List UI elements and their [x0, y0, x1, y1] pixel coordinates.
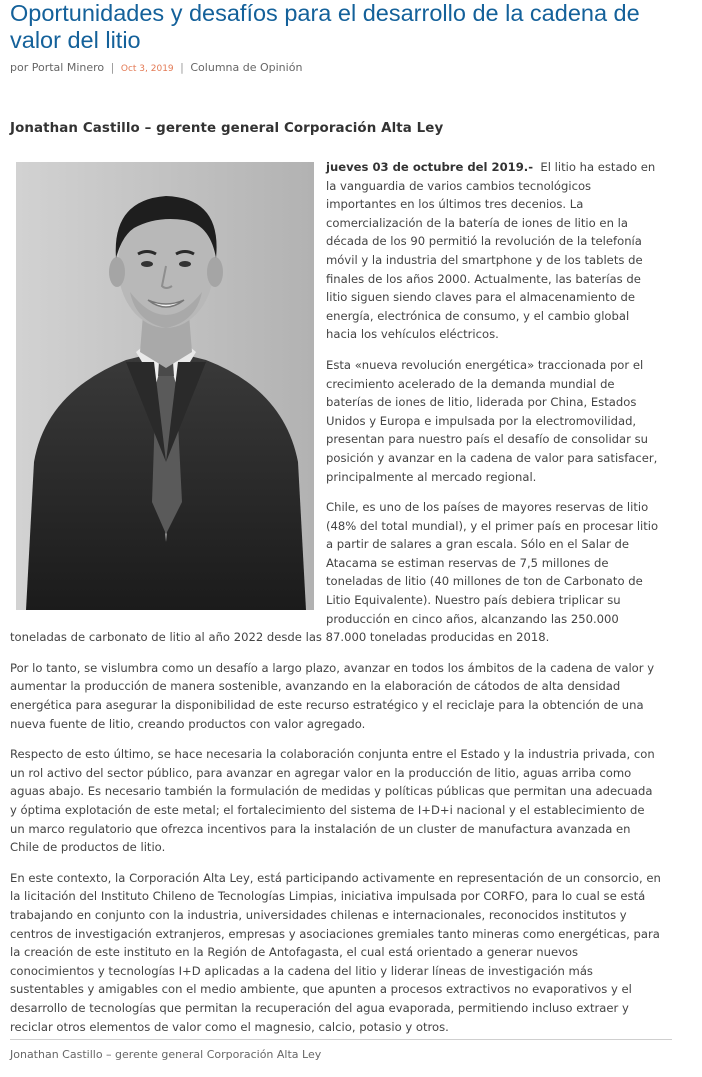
article-body	[10, 158, 662, 1048]
paragraph-2: Esta «nueva revolución energética» traccionada por el crecimiento acelerado de la demanda mundial de baterías de iones de litio, liderada por China, Estados Unidos y Europa e impulsada por la electromovilidad, presentan para nuestro país el desafío de consolidar su posición y avanzar en la cadena de valor para satisfacer, principalmente al mercado regional.	[326, 357, 658, 484]
paragraph-5: Respecto de esto último, se hace necesaria la colaboración conjunta entre el Estado y la industria privada, con un rol activo del sector público, para avanzar en agregar valor en la producción de litio, aguas arriba como aguas abajo. Es necesario también la formulación de medidas y políticas públicas que permitan una adecuada y óptima explotación de este metal; el fortalecimiento del sistema de I+D+i nacional y el establecimiento de un marco regulatorio que ofrezca incentivos para la instalación de un cluster de manufactura avanzada en Chile de productos de litio.	[10, 747, 655, 855]
paragraph-1-text: El litio ha estado en la vanguardia de varios cambios tecnológicos importantes en los últimos tres decenios. La comercialización de la batería de iones de litio en la década de los 90 permitió la revolución de la telefonía móvil y la industria del smartphone y de los tablets de finales de los años 2000. Actualmente, las baterías de litio siguen siendo claves para el almacenamiento de energía, electrónica de consumo, y el cambio global hacia los vehículos eléctricos.	[326, 160, 656, 342]
meta-by: por	[10, 61, 29, 74]
author-link[interactable]: Portal Minero	[31, 61, 105, 74]
paragraph-4: Por lo tanto, se vislumbra como un desafío a largo plazo, avanzar en todos los ámbitos de la cadena de valor y aumentar la producción de manera sostenible, avanzando en la elaboración de cátodos de alta densidad energética para asegurar la disponibilidad de este recurso estratégico y el reciclaje para la obtención de una nueva fuente de litio, creando productos con valor agregado.	[10, 660, 655, 731]
publish-date: Oct 3, 2019	[120, 64, 174, 74]
meta-separator: |	[180, 61, 184, 74]
article-title: Oportunidades y desafíos para el desarrollo de la cadena de valor del litio	[10, 0, 640, 53]
article-meta	[10, 61, 302, 74]
meta-separator: |	[110, 61, 115, 74]
caption-divider	[10, 1039, 672, 1040]
category-link[interactable]: Columna de Opinión	[190, 61, 303, 74]
photo-spacer	[10, 160, 314, 612]
photo-caption: Jonathan Castillo – gerente general Corporación Alta Ley	[10, 1048, 322, 1061]
paragraph-6: En este contexto, la Corporación Alta Ley, está participando activamente en representación de un consorcio, en la licitación del Instituto Chileno de Tecnologías Limpias, iniciativa impulsada por CORFO, para lo cual se está trabajando en conjunto con la industria, universidades chilenas e internacionales, reconocidos institutos y centros de investigación extranjeros, empresas y asociaciones gremiales tanto mineras como energéticas, para la creación de este instituto en la Región de Antofagasta, el cual está orientado a generar nuevos conocimientos y tecnologías I+D aplicadas a la cadena del litio y liderar líneas de investigación más sustentables y amigables con el medio ambiente, que apunten a procesos extractivos no evaporativos y el desarrollo de tecnologías que permitan la recuperación del agua evaporada, permitiendo incluso extraer y reciclar otros elementos de valor como el magnesio, calcio, potasio y otros.	[10, 870, 661, 1034]
lead-date: jueves 03 de octubre del 2019.-	[326, 160, 534, 174]
paragraph-3: Chile, es uno de los países de mayores reservas de litio (48% del total mundial), y el primer país en procesar litio a partir de salares a gran escala. Sólo en el Salar de Atacama se estiman reservas de 7,5 millones de toneladas de litio (40 millones de ton de Carbonato de Litio Equivalente). Nuestro país debiera triplicar su producción en cinco años, alcanzando las 250.000 toneladas de carbonato de litio al año 2022 desde las 87.000 toneladas producidas en 2018.	[10, 500, 659, 645]
article-subtitle: Jonathan Castillo – gerente general Corporación Alta Ley	[10, 121, 444, 136]
